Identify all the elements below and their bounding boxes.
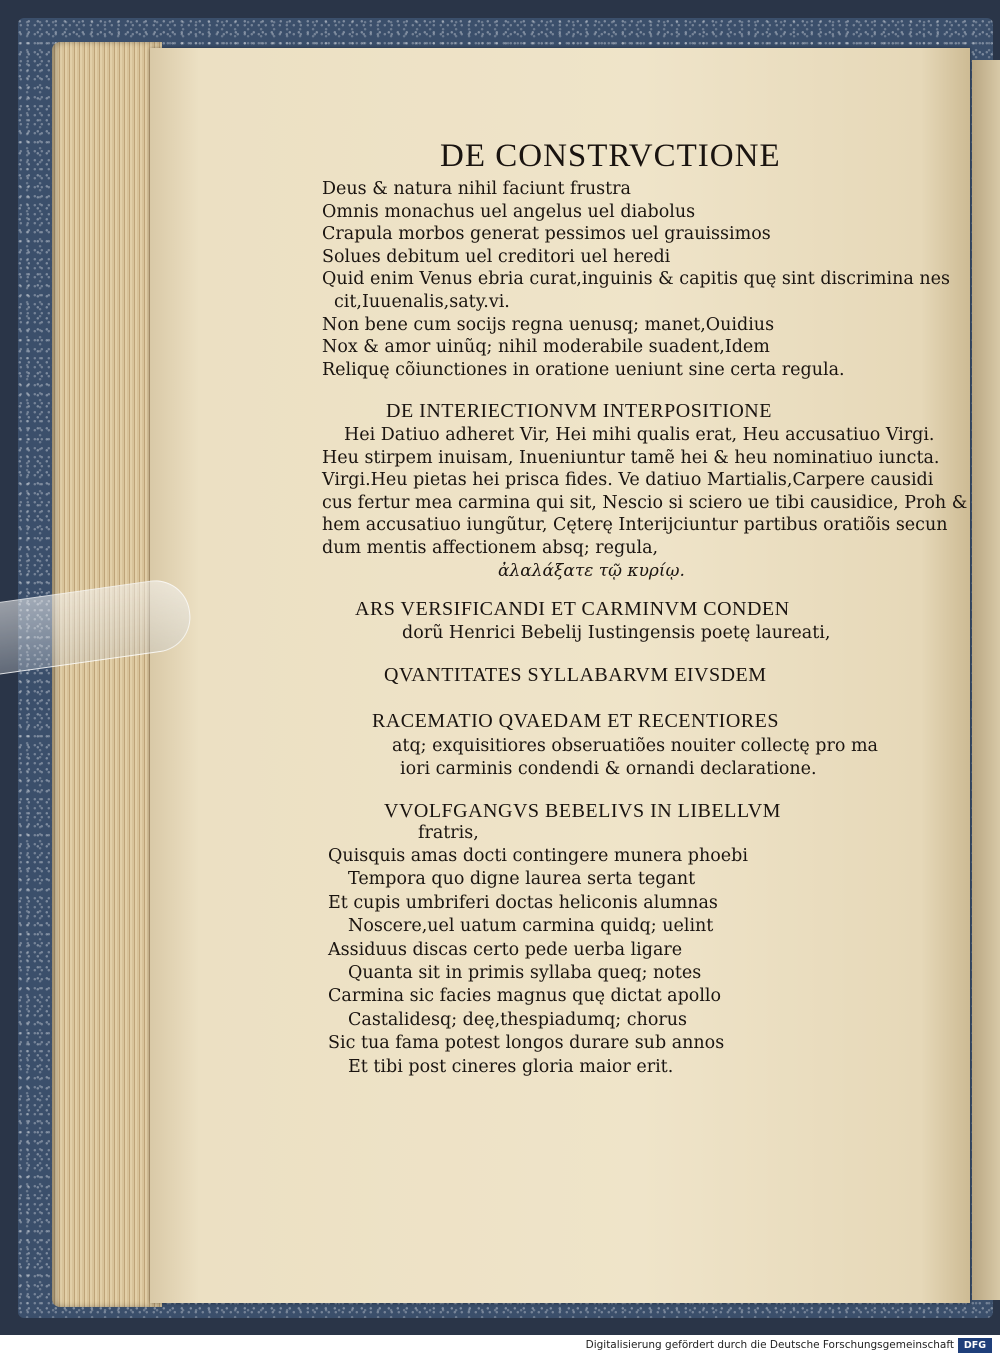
construction-block [322, 178, 950, 381]
funding-credit: Digitalisierung gefördert durch die Deutsche Forschungsgemeinschaft [585, 1339, 954, 1351]
footer-bar [0, 1335, 1000, 1358]
dfg-logo: DFG [958, 1338, 992, 1353]
facing-page-edge [972, 60, 1000, 1300]
section-heading-vuolfgangus: VVOLFGANGVS BEBELIVS IN LIBELLVM [384, 800, 781, 822]
ars-subline [402, 622, 830, 645]
poem-line: Assiduus discas certo pede uerba ligare [328, 939, 683, 960]
poem-line: Carmina sic facies magnus quę dictat apollo [328, 986, 722, 1007]
text-line: Crapula morbos generat pessimos uel grauissimos [322, 224, 771, 245]
text-line: hem accusatiuo iungũtur, Cęterę Interijciuntur partibus oratiõis secun [322, 515, 948, 536]
text-line: Heu stirpem inuisam, Inueniuntur tamẽ hei & heu nominatiuo iuncta. [322, 447, 940, 468]
poem-line: Et tibi post cineres gloria maior erit. [348, 1056, 674, 1077]
text-line: Quid enim Venus ebria curat,inguinis & capitis quę sint discrimina nes [322, 269, 950, 290]
text-line: fratris, [418, 823, 479, 843]
poem-block [328, 845, 748, 1079]
text-line: Deus & natura nihil faciunt frustra [322, 179, 631, 199]
interiection-block [322, 424, 967, 560]
vuolfgangus-subline [418, 822, 479, 845]
poem-line: Castalidesq; deę,thespiadumq; chorus [348, 1009, 687, 1030]
text-line: atq; exquisitiores obseruatiões nouiter collectę pro ma [392, 736, 878, 756]
poem-line: Quanta sit in primis syllaba queq; notes [348, 963, 702, 984]
poem-line: Tempora quo digne laurea serta tegant [348, 869, 696, 890]
text-line: dum mentis affectionem absq; regula, [322, 537, 659, 558]
section-heading-racematio: RACEMATIO QVAEDAM ET RECENTIORES [372, 710, 779, 732]
section-heading-ars: ARS VERSIFICANDI ET CARMINVM CONDEN [355, 598, 790, 620]
text-line: Omnis monachus uel angelus uel diabolus [322, 201, 696, 222]
page-title: DE CONSTRVCTIONE [440, 138, 781, 174]
text-line: dorũ Henrici Bebelij Iustingensis poetę laureati, [402, 623, 831, 643]
section-heading-quantitates: QVANTITATES SYLLABARVM EIVSDEM [384, 664, 767, 686]
poem-line: Et cupis umbriferi doctas heliconis alumnas [328, 892, 718, 913]
text-line: iori carminis condendi & ornandi declaratione. [400, 758, 817, 779]
text-line: Non bene cum socijs regna uenusq; manet,Ouidius [322, 314, 775, 335]
text-line: Hei Datiuo adheret Vir, Hei mihi qualis erat, Heu accusatiuo Virgi. [344, 425, 935, 445]
poem-line: Quisquis amas docti contingere munera phoebi [328, 846, 748, 866]
greek-line: ἀλαλάξατε τῷ κυρίῳ. [498, 561, 685, 581]
text-line: Virgi.Heu pietas hei prisca fides. Ve datiuo Martialis,Carpere causidi [322, 470, 934, 491]
text-line: cus fertur mea carmina qui sit, Nescio si sciero ue tibi causidice, Proh & [322, 492, 968, 513]
poem-line: Noscere,uel uatum carmina quidq; uelint [348, 916, 714, 937]
section-heading-interiection: DE INTERIECTIONVM INTERPOSITIONE [386, 400, 772, 422]
poem-line: Sic tua fama potest longos durare sub annos [328, 1033, 725, 1054]
text-line: Reliquę cõiunctiones in oratione ueniunt sine certa regula. [322, 359, 845, 380]
page-edges [52, 42, 162, 1307]
racematio-block [392, 735, 878, 780]
text-line: cit,Iuuenalis,saty.vi. [334, 291, 510, 312]
text-line: Nox & amor uinũq; nihil moderabile suadent,Idem [322, 337, 770, 358]
text-line: Solues debitum uel creditori uel heredi [322, 246, 671, 267]
